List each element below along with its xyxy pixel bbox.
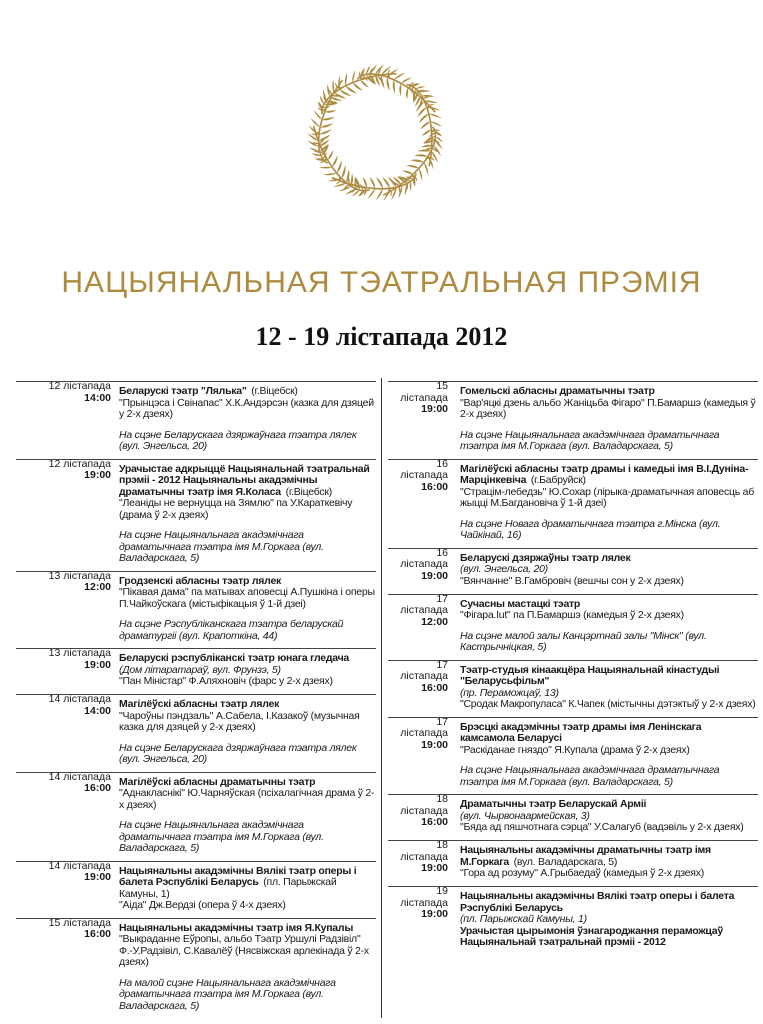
event-when <box>16 861 111 884</box>
event-date: 12 лістапада <box>48 457 111 470</box>
event-body <box>119 699 376 766</box>
play-name: "Чароўны пэндзаль" А.Сабела, І.Казакоў <box>119 709 308 722</box>
play-title <box>460 398 758 421</box>
schedule-column-left <box>16 381 376 1018</box>
page-title: НАЦЫЯНАЛЬНАЯ ТЭАТРАЛЬНАЯ ПРЭМІЯ <box>61 266 702 299</box>
event-venue: На сцэне Нацыянальнага акадэмічнага драматычнага тэатра імя М.Горкага (вул. Валадарскага, 5) <box>119 819 324 854</box>
play-genre: (драма ў 2-х дзеях) <box>119 508 209 521</box>
event-date: 12 лістапада <box>48 380 111 392</box>
schedule-event <box>388 717 758 789</box>
event-body <box>460 553 758 588</box>
event-when <box>16 772 111 795</box>
event-venue: На сцэне Рэспубліканскага тэатра беларускай драматургіі (вул. Крапоткіна, 44) <box>119 618 344 642</box>
theatre-name: Гомельскі абласны драматычны тэатр <box>460 385 655 397</box>
event-when <box>388 717 448 752</box>
play-name: "Страцім-лебедзь" Ю.Сохар <box>460 485 591 498</box>
event-time: 12:00 <box>421 615 448 628</box>
event-time: 14:00 <box>84 391 111 404</box>
event-when <box>388 840 448 875</box>
event-body <box>460 386 758 453</box>
event-extra: Урачыстая цырымонія ўзнагароджання пераможцаў Нацыянальнай тэатральнай прэміі - 2012 <box>460 924 723 948</box>
event-when <box>388 886 448 921</box>
schedule-event <box>388 660 758 711</box>
event-when <box>388 381 448 416</box>
event-when <box>16 459 111 482</box>
event-time: 19:00 <box>421 403 448 415</box>
theatre-name: Магілёўскі абласны драматычны тэатр <box>119 775 316 788</box>
theatre-name: Драматычны тэатр Беларускай Арміі <box>460 798 647 810</box>
schedule-event <box>388 886 758 949</box>
event-time: 16:00 <box>84 782 111 794</box>
play-name: "Вар'яцкі дзень альбо Жаніцьба Фігаро" П.Бамаршэ <box>460 396 701 409</box>
event-venue: На сцэне Новага драматычнага тэатра г.Мінска (вул. Чайкінай, 16) <box>460 517 721 541</box>
play-genre: (музычная казка для дзяцей у 2-х дзеях) <box>119 709 360 733</box>
event-date: 17 лістапада <box>400 715 448 739</box>
event-body <box>119 866 376 912</box>
schedule-event <box>16 648 376 688</box>
event-venue: На сцэне Беларускага дзяржаўнага тэатра лялек (вул. Энгельса, 20) <box>119 428 357 452</box>
schedule-event <box>16 918 376 1013</box>
event-location: (Дом літаратараў, вул. Фрунзэ, 5) <box>119 663 281 676</box>
event-body <box>460 799 758 834</box>
play-genre: (фарс у 2-х дзеях) <box>248 675 333 687</box>
play-name: "Гора ад розуму" А.Грыбаедаў <box>460 867 601 879</box>
play-genre: (вешчы сон у 2-х дзеях) <box>573 574 684 587</box>
event-when <box>16 381 111 404</box>
event-date: 14 лістапада <box>48 693 111 705</box>
fern-wreath-logo <box>281 28 471 238</box>
theatre-name: Магілёўскі абласны тэатр драмы і камедыі імя В.І.Дуніна-Марцінкевіча <box>460 462 749 486</box>
event-date: 17 лістапада <box>400 658 448 682</box>
event-time: 19:00 <box>421 569 448 582</box>
theatre-name: Магілёўскі абласны тэатр лялек <box>119 698 280 710</box>
event-location: (пр. Пераможцаў, 13) <box>460 686 559 699</box>
play-title <box>119 934 376 969</box>
event-when <box>16 648 111 671</box>
event-body <box>119 923 376 1013</box>
theatre-name: Гродзенскі абласны тэатр лялек <box>119 574 282 587</box>
play-name: "Вянчанне" В.Гамбровіч <box>460 574 572 587</box>
theatre-location: (вул. Валадарскага, 5) <box>513 855 618 868</box>
play-name: "Прынцэса і Свінапас" Х.К.Андэрсэн <box>119 396 288 409</box>
event-when <box>16 694 111 717</box>
event-body <box>119 777 376 855</box>
event-date: 13 лістапада <box>48 647 111 659</box>
play-title <box>119 587 376 610</box>
schedule-event <box>16 772 376 855</box>
event-location: (вул. Чырвонаармейская, 3) <box>460 809 590 822</box>
event-time: 14:00 <box>84 704 111 717</box>
play-title <box>119 398 376 421</box>
theatre-name: Нацыянальны акадэмічны Вялікі тэатр оперы і балета Рэспублікі Беларусь <box>460 890 735 914</box>
play-title <box>460 610 758 622</box>
theatre-name: Беларускі рэспубліканскі тэатр юнага гледача <box>119 652 350 664</box>
event-time: 19:00 <box>84 469 111 481</box>
event-time: 16:00 <box>421 480 448 493</box>
event-body <box>460 722 758 789</box>
event-date: 14 лістапада <box>48 859 111 872</box>
play-genre: (камедыя ў 2-х дзеях) <box>603 867 704 879</box>
play-name: "Бяда ад пяшчотнага сэрца" У.Салагуб <box>460 821 641 833</box>
event-location: (пл. Парыжскай Камуны, 1) <box>460 913 587 925</box>
event-body <box>119 576 376 643</box>
schedule-event <box>388 794 758 834</box>
theatre-name: Беларускі тэатр "Лялька" <box>119 385 247 397</box>
schedule-event <box>16 694 376 766</box>
event-body <box>119 464 376 565</box>
play-name: "Сродак Макропуласа" К.Чапек <box>460 698 605 710</box>
event-date: 13 лістапада <box>48 569 111 582</box>
event-body <box>119 653 376 688</box>
theatre-name: Нацыянальны акадэмічны драматычны тэатр імя М.Горкага <box>460 844 711 868</box>
event-venue: На сцэне Нацыянальнага акадэмічнага драматычнага тэатра імя М.Горкага (вул. Валадарскага, 5) <box>119 529 324 564</box>
event-date: 17 лістапада <box>400 592 448 616</box>
event-time: 19:00 <box>84 871 111 883</box>
fern-wreath-icon <box>281 28 471 238</box>
play-title <box>460 699 758 711</box>
event-date: 18 лістапада <box>400 839 448 863</box>
event-when <box>388 548 448 583</box>
play-title <box>119 498 376 521</box>
event-body <box>119 386 376 453</box>
event-body <box>460 891 758 949</box>
fern-frond <box>369 125 458 206</box>
play-genre: (Нясвіжская арлекінада ў 2-х дзеях) <box>119 944 369 968</box>
play-name: "Пан Міністар" Ф.Аляхновіч <box>119 675 246 687</box>
theatre-name: Тэатр-студыя кінаакцёра Нацыянальнай кінастудыі "Беларусьфільм" <box>460 663 720 687</box>
play-genre: (казка для дзяцей у 2-х дзеях) <box>119 396 374 420</box>
play-name: "Пікавая дама" па матывах аповесці А.Пушкіна і оперы П.Чайкоўскага <box>119 586 375 610</box>
theatre-name: Беларускі дзяржаўны тэатр лялек <box>460 551 631 564</box>
play-name: "Леаніды не вернуцца на Зямлю" па У.Караткевічу <box>119 497 353 509</box>
theatre-location: (г.Бабруйск) <box>530 474 586 486</box>
play-title <box>460 487 758 510</box>
theatre-location: (г.Віцебск) <box>251 385 298 397</box>
event-venue: На сцэне Беларускага дзяржаўнага тэатра лялек (вул. Энгельса, 20) <box>119 741 357 765</box>
schedule-event <box>388 381 758 453</box>
play-title <box>119 711 376 734</box>
schedule-event <box>388 548 758 588</box>
event-time: 19:00 <box>421 738 448 751</box>
event-venue: На сцэне малой залы Канцэртнай залы "Мінск" (вул. Кастрычніцкая, 5) <box>460 629 707 653</box>
event-body <box>460 464 758 542</box>
event-time: 16:00 <box>421 681 448 694</box>
event-body <box>460 665 758 711</box>
theatre-name: Брэсцкі акадэмічны тэатр драмы імя Ленінскага камсамола Беларусі <box>460 720 702 744</box>
event-date: 19 лістапада <box>400 885 448 909</box>
schedule-event <box>388 840 758 880</box>
play-genre: (містыфікацыя ў 1-й дзеі) <box>188 597 306 610</box>
play-name: "Выкраданне Еўропы, альбо Тэатр Уршулі Радзівіл" Ф.-У.Радзівіл, С.Кавалёў <box>119 933 361 957</box>
theatre-name: Сучасны мастацкі тэатр <box>460 597 581 610</box>
event-location: (вул. Энгельса, 20) <box>460 563 548 575</box>
event-when <box>388 794 448 829</box>
festival-dates: 12 - 19 лістапада 2012 <box>255 322 508 351</box>
event-when <box>388 660 448 695</box>
event-extra: Нацыянальнай тэатральнай прэміі - 2012 Нацыянальны акадэмічны драматычны тэатр імя Я.Коласа <box>119 462 370 498</box>
theatre-location: (пл. Парыжскай Камуны, 1) <box>119 876 337 900</box>
schedule-event <box>16 459 376 565</box>
play-genre: (камедыя ў 2-х дзеях) <box>583 609 684 621</box>
event-date: 14 лістапада <box>48 770 111 783</box>
schedule-event <box>16 571 376 643</box>
play-genre: (псіхалагічная драма ў 2-х дзеях) <box>119 787 375 811</box>
event-venue: На сцэне Нацыянальнага акадэмічнага драматычнага тэатра імя М.Горкага (вул. Валадарскага, 5) <box>460 428 720 452</box>
event-when <box>16 571 111 594</box>
event-date: 16 лістапада <box>400 546 448 570</box>
schedule-column-right <box>388 381 758 955</box>
schedule-event <box>16 381 376 453</box>
event-time: 19:00 <box>421 862 448 874</box>
play-title <box>119 788 376 811</box>
play-genre: (опера ў 4-х дзеях) <box>198 899 286 911</box>
theatre-location: (г.Віцебск) <box>285 485 332 498</box>
play-genre: (камедыя ў 2-х дзеях) <box>460 396 756 420</box>
play-title <box>460 822 758 834</box>
play-genre: (драма ў 2-х дзеях) <box>600 743 690 756</box>
play-title <box>119 900 376 912</box>
theatre-name: Урачыстае адкрыццё <box>119 462 226 475</box>
theatre-name: Нацыянальны акадэмічны тэатр імя Я.Купалы <box>119 921 354 934</box>
event-venue: На малой сцэне Нацыянальнага акадэмічнага драматычнага тэатра імя М.Горкага (вул. Валадарскага, 5) <box>119 976 336 1012</box>
event-date: 15 лістапада <box>400 380 448 404</box>
column-divider <box>381 378 382 1018</box>
play-name: "Аіда" Дж.Вердзі <box>119 899 196 911</box>
event-body <box>460 845 758 880</box>
event-time: 16:00 <box>421 816 448 828</box>
schedule-event <box>388 459 758 542</box>
play-title <box>119 676 376 688</box>
event-date: 15 лістапада <box>48 916 111 929</box>
event-time: 16:00 <box>84 928 111 940</box>
play-title <box>460 745 758 757</box>
event-body <box>460 599 758 654</box>
play-genre: (лірыка-драматычная аповесць аб жыцці М.Багдановіча ў 1-й дзеі) <box>460 485 754 509</box>
event-when <box>388 459 448 494</box>
fern-frond <box>329 155 419 209</box>
event-venue: На сцэне Нацыянальнага акадэмічнага драматычнага тэатра імя М.Горкага (вул. Валадарскага, 5) <box>460 764 720 788</box>
event-date: 18 лістапада <box>400 793 448 817</box>
play-title <box>460 868 758 880</box>
play-name: "Раскіданае гняздо" Я.Купала <box>460 743 598 756</box>
schedule-event <box>388 594 758 654</box>
event-date: 16 лістапада <box>400 457 448 481</box>
event-time: 19:00 <box>84 658 111 671</box>
event-time: 12:00 <box>84 581 111 593</box>
event-time: 19:00 <box>421 908 448 920</box>
event-when <box>16 918 111 941</box>
schedule-event <box>16 861 376 912</box>
play-genre: (містычны дэтэктыў у 2-х дзеях) <box>607 698 756 710</box>
fern-frond <box>406 82 442 167</box>
play-name: "Фігара.Іut" па П.Бамаршэ <box>460 609 581 621</box>
play-name: "Аднакласнікі" Ю.Чарняўская <box>119 787 255 799</box>
theatre-name: Нацыянальны акадэмічны Вялікі тэатр оперы і балета Рэспублікі Беларусь <box>119 864 357 888</box>
event-when <box>388 594 448 629</box>
play-genre: (вадэвіль у 2-х дзеях) <box>643 821 744 833</box>
play-title <box>460 576 758 588</box>
